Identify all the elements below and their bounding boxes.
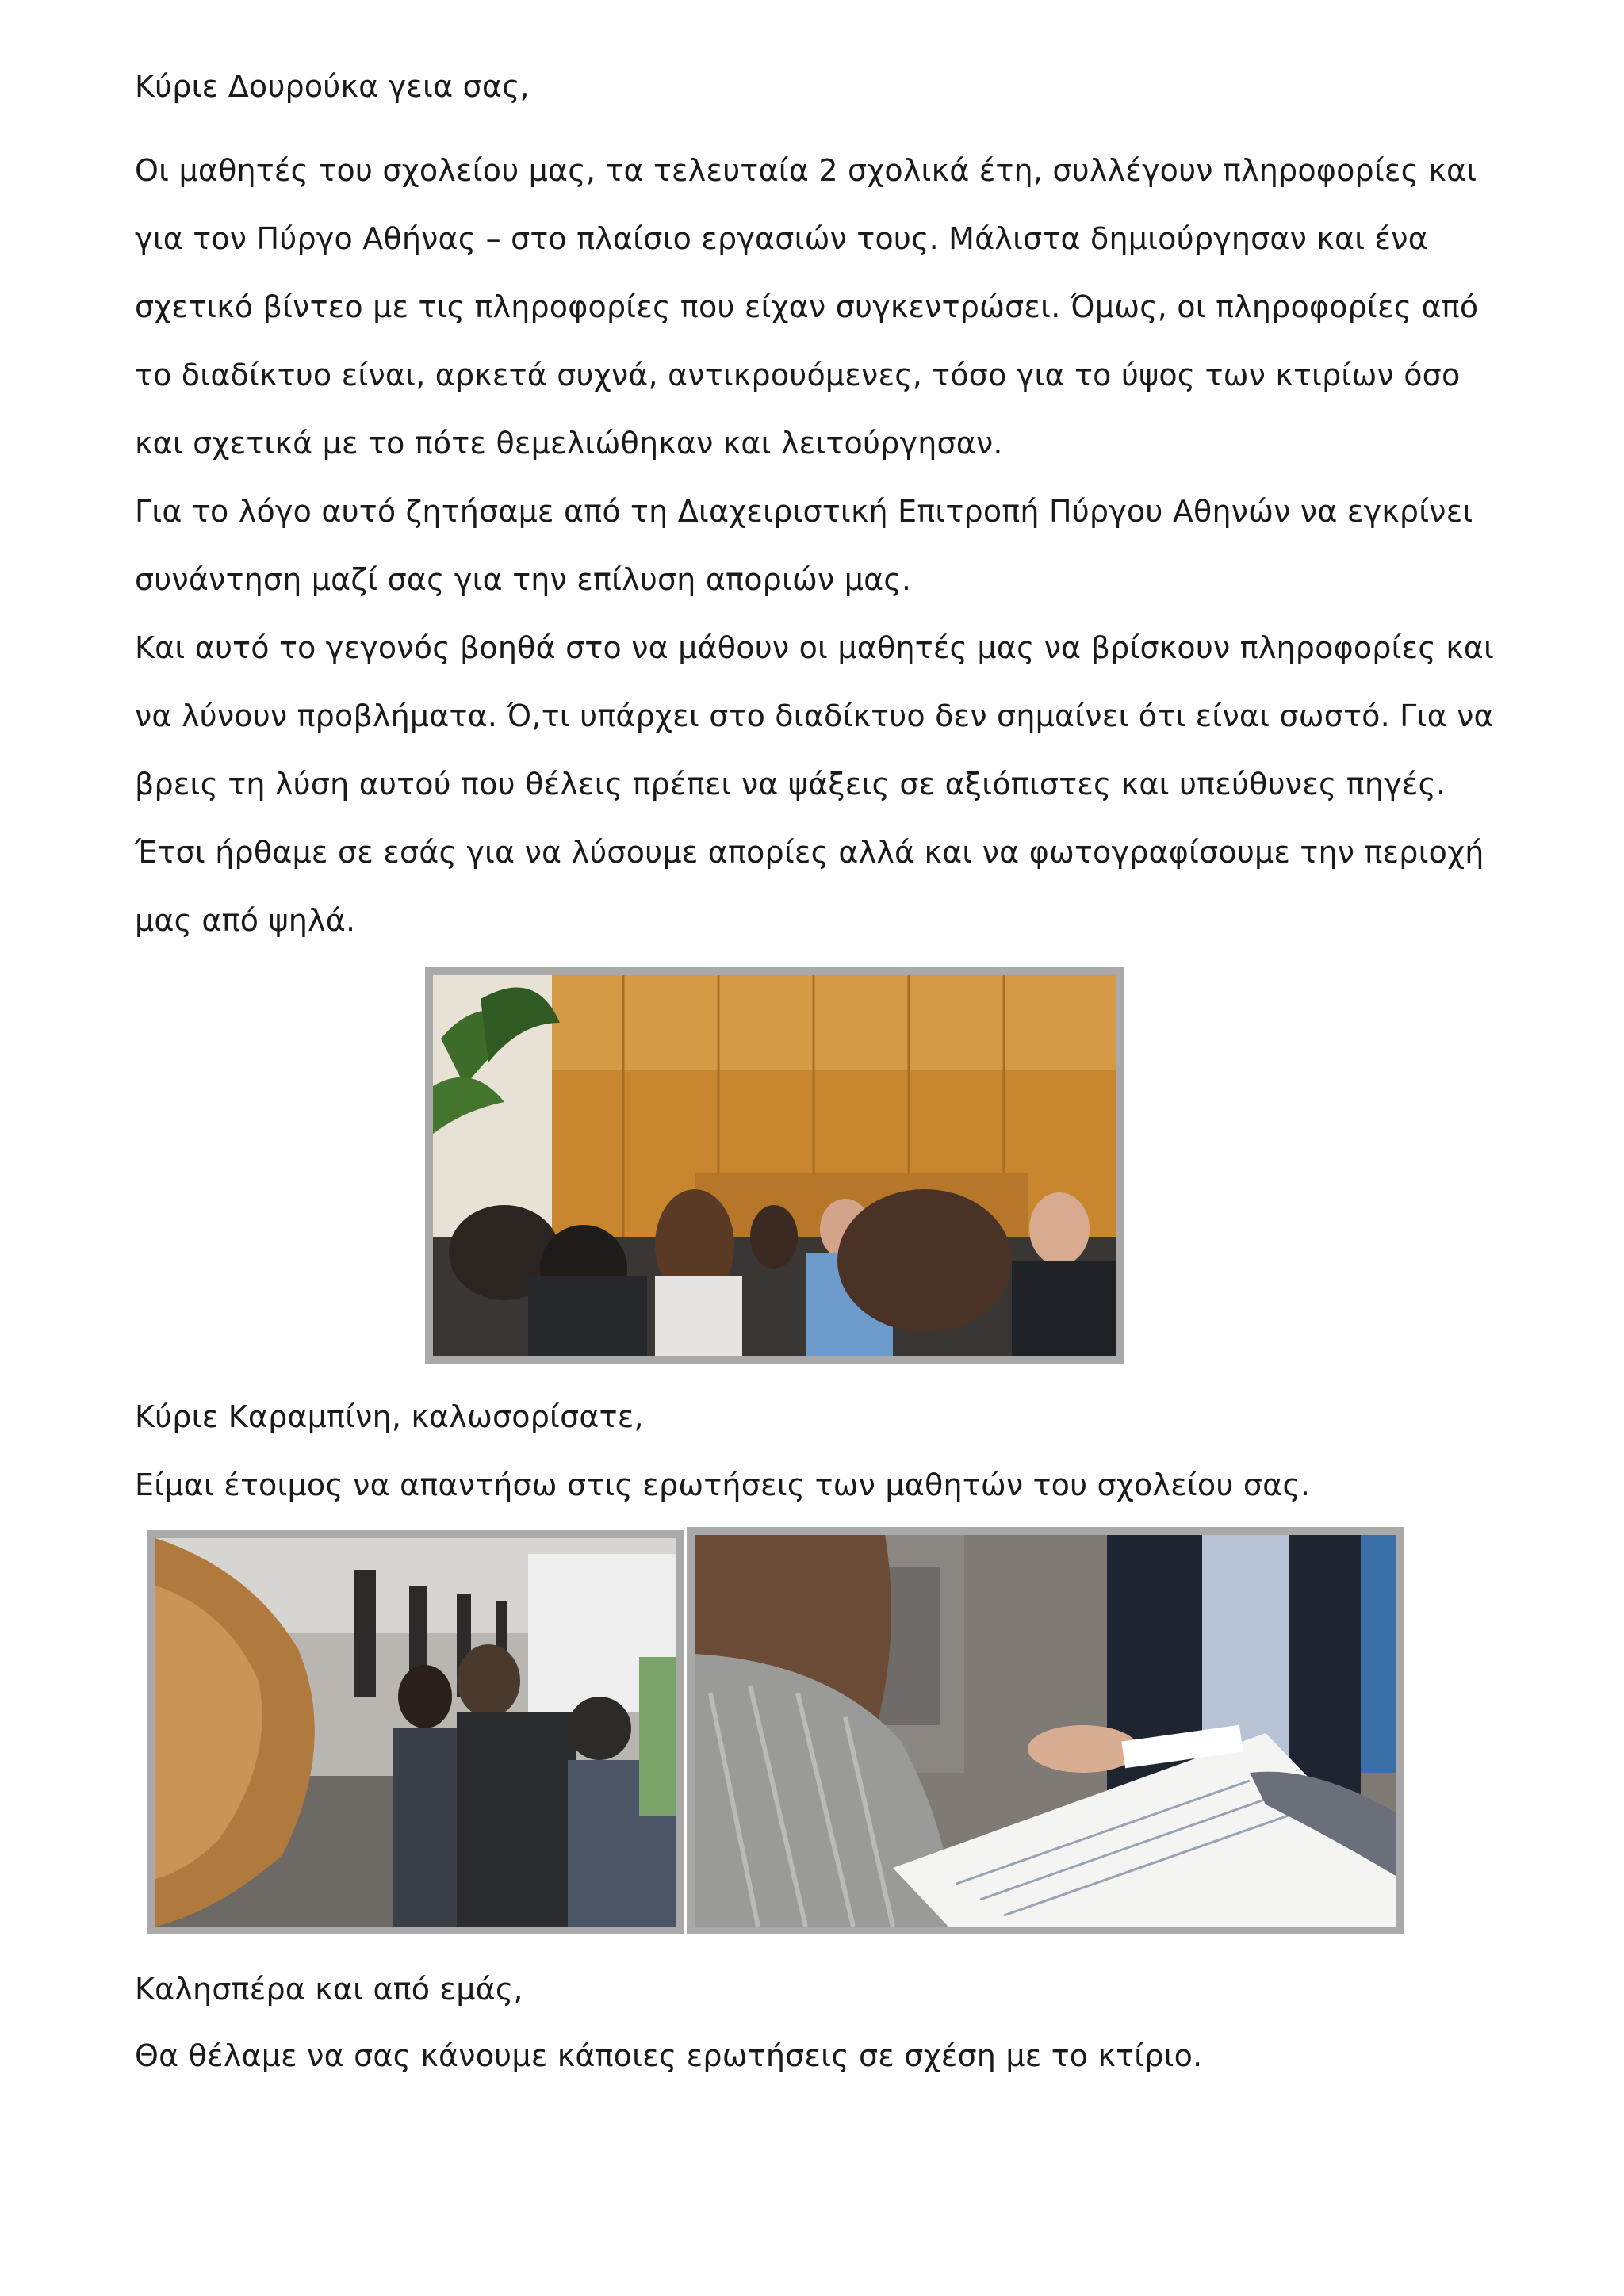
paragraph-line: για τον Πύργο Αθήνας – στο πλαίσιο εργασιών τους. Μάλιστα δημιούργησαν και ένα	[135, 221, 1428, 256]
paragraph-line: Και αυτό το γεγονός βοηθά στο να μάθουν οι μαθητές μας να βρίσκουν πληροφορίες και	[135, 630, 1495, 665]
meeting-lobby-photo	[425, 967, 1124, 1364]
paragraph-line: το διαδίκτυο είναι, αρκετά συχνά, αντικρουόμενες, τόσο για το ύψος των κτιρίων όσο	[135, 358, 1461, 392]
paragraph-line: Έτσι ήρθαμε σε εσάς για να λύσουμε απορίες αλλά και να φωτογραφίσουμε την περιοχή	[135, 835, 1484, 870]
paragraph-line: Για το λόγο αυτό ζητήσαμε από τη Διαχειριστική Επιτροπή Πύργου Αθηνών να εγκρίνει	[135, 494, 1473, 529]
reply-greeting: Καλησπέρα και από εμάς,	[135, 1972, 523, 2007]
reply-text: Θα θέλαμε να σας κάνουμε κάποιες ερωτήσεις σε σχέση με το κτίριο.	[135, 2038, 1203, 2073]
paragraph-line: συνάντηση μαζί σας για την επίλυση αποριών μας.	[135, 562, 912, 597]
paragraph-line: να λύνουν προβλήματα. Ό,τι υπάρχει στο διαδίκτυο δεν σημαίνει ότι είναι σωστό. Για να	[135, 698, 1494, 733]
paragraph-line: σχετικό βίντεο με τις πληροφορίες που είχαν συγκεντρώσει. Όμως, οι πληροφορίες από	[135, 289, 1479, 324]
paragraph-line: μας από ψηλά.	[135, 903, 356, 938]
paragraph-line: βρεις τη λύση αυτού που θέλεις πρέπει να ψάξεις σε αξιόπιστες και υπεύθυνες πηγές.	[135, 767, 1446, 802]
reply-greeting: Κύριε Καραμπίνη, καλωσορίσατε,	[135, 1399, 644, 1434]
paragraph-line: και σχετικά με το πότε θεμελιώθηκαν και λειτούργησαν.	[135, 426, 1003, 461]
reply-text: Είμαι έτοιμος να απαντήσω στις ερωτήσεις των μαθητών του σχολείου σας.	[135, 1468, 1311, 1502]
paragraph-line: Οι μαθητές του σχολείου μας, τα τελευταία 2 σχολικά έτη, συλλέγουν πληροφορίες και	[135, 153, 1477, 188]
interview-papers-photo	[687, 1527, 1404, 1934]
greeting-line: Κύριε Δουρούκα γεια σας,	[135, 69, 530, 104]
students-corridor-photo	[147, 1530, 684, 1934]
